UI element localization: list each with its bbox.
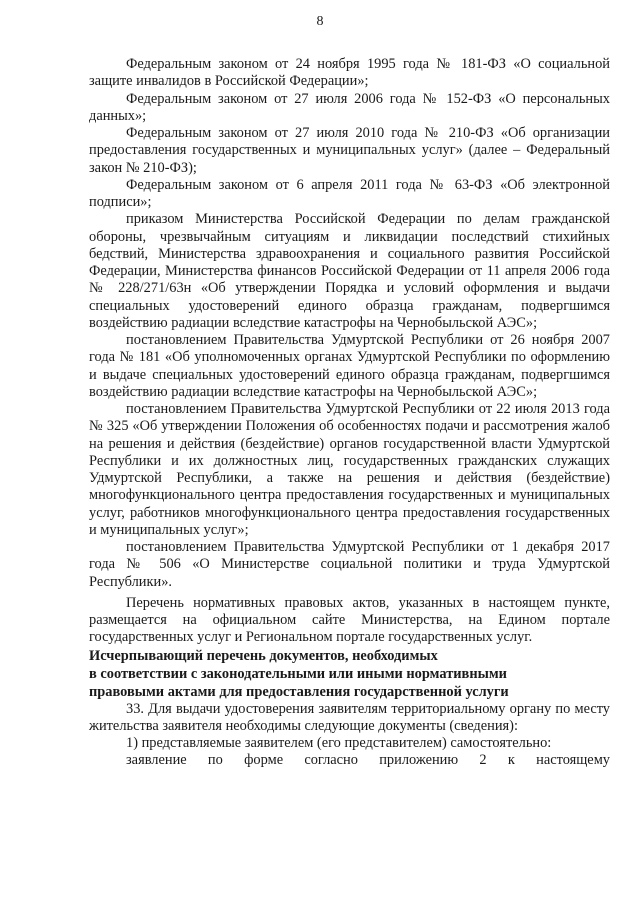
paragraph-resolution-325: постановлением Правительства Удмуртской Республики от 22 июля 2013 года № 325 «Об утверждении Положения об особенностях подачи и рассмотрения жалоб на решения и действия (бездействие) органов государственной власти Удмуртской Республики и их должностных лиц, государственных гражданских служащих Удмуртской Республики, а также на решения и действия (бездействие) многофункционального центра предоставления государственных и муниципальных услуг, работников многофункционального центра предоставления государственных и муниципальных услуг»; — [89, 401, 610, 538]
paragraph-order-228: приказом Министерства Российской Федерации по делам гражданской обороны, чрезвычайным ситуациям и ликвидации последствий стихийных бедствий, Министерства здравоохранения и социального развития Российской Федерации, Министерства финансов Российской Федерации от 11 апреля 2006 года № 228/271/63н «Об утверждении Порядка и условий оформления и выдачи специальных удостоверений единого образца гражданам, подвергшимся воздействию радиации вследствие катастрофы на Чернобыльской АЭС»; — [89, 211, 610, 331]
paragraph-resolution-506: постановлением Правительства Удмуртской Республики от 1 декабря 2017 года № 506 «О Министерстве социальной политики и труда Удмуртской Республики». — [89, 539, 610, 590]
paragraph-application-form: заявление по форме согласно приложению 2 к настоящему — [126, 752, 610, 769]
section-heading — [89, 647, 610, 701]
paragraph-resolution-181: постановлением Правительства Удмуртской Республики от 26 ноября 2007 года № 181 «Об уполномоченных органах Удмуртской Республики по оформлению и выдаче специальных удостоверений единого образца гражданам, подвергшимся воздействию радиации вследствие катастрофы на Чернобыльской АЭС»; — [89, 332, 610, 400]
paragraph-item-33: 33. Для выдачи удостоверения заявителям территориальному органу по месту жительства заявителя необходимы следующие документы (сведения): — [89, 700, 610, 734]
paragraph-law-152: Федеральным законом от 27 июля 2006 года № 152-ФЗ «О персональных данных»; — [89, 90, 610, 124]
section-heading-line: в соответствии с законодательными или иными нормативными — [89, 665, 507, 682]
paragraph-law-63: Федеральным законом от 6 апреля 2011 года № 63-ФЗ «Об электронной подписи»; — [89, 176, 610, 210]
section-heading-line: Исчерпывающий перечень документов, необходимых — [89, 647, 438, 664]
section-heading-line: правовыми актами для предоставления государственной услуги — [89, 683, 509, 700]
paragraph-law-181: Федеральным законом от 24 ноября 1995 года № 181-ФЗ «О социальной защите инвалидов в Российской Федерации»; — [89, 56, 610, 90]
document-body — [89, 56, 610, 770]
page-number: 8 — [316, 14, 324, 29]
paragraph-list-publication: Перечень нормативных правовых актов, указанных в настоящем пункте, размещается на официальном сайте Министерства, на Едином портале государственных услуг и Региональном портале государственных услуг. — [89, 594, 610, 646]
paragraph-law-210: Федеральным законом от 27 июля 2010 года № 210-ФЗ «Об организации предоставления государственных и муниципальных услуг» (далее – Федеральный закон № 210-ФЗ); — [89, 125, 610, 176]
paragraph-subitem-1: 1) представляемые заявителем (его представителем) самостоятельно: — [126, 735, 552, 751]
